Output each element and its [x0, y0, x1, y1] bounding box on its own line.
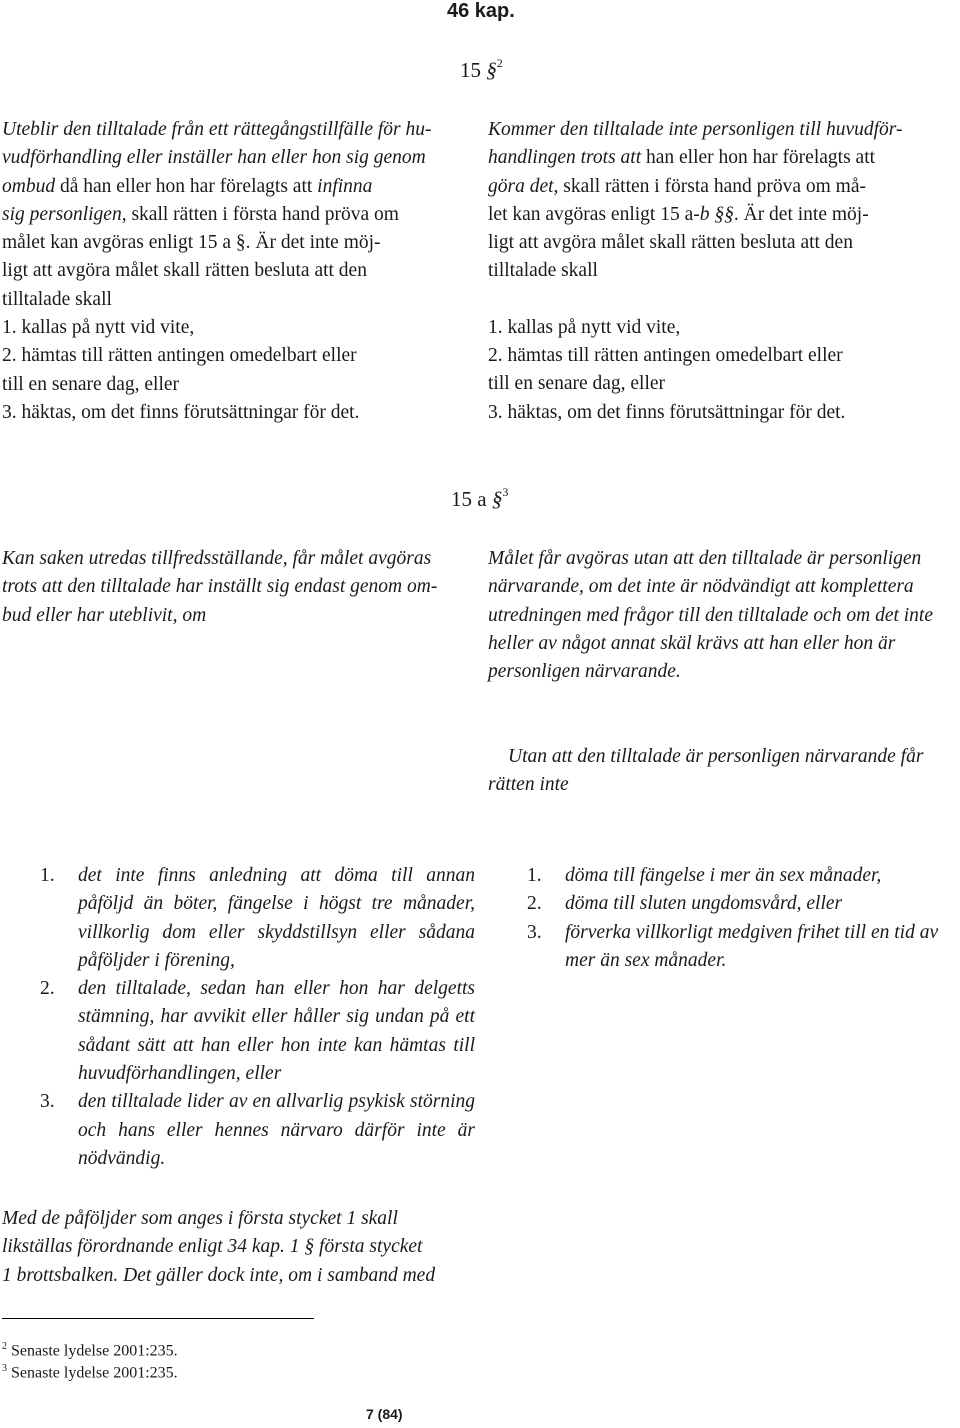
list-number: 3. — [40, 1091, 55, 1113]
section-number: 15 — [460, 58, 481, 82]
list-number: 1. — [40, 865, 55, 886]
text-line: -b §§ — [693, 203, 734, 225]
footnote-text: Senaste lydelse 2001:235. — [11, 1364, 178, 1382]
section-15a-new-list — [527, 862, 960, 975]
list-text: förverka villkorligt medgiven frihet till en tid av mer än sex månader. — [565, 921, 939, 971]
section-sign: § — [491, 487, 503, 511]
text-line: infinna — [317, 175, 373, 197]
text-line: ombud — [2, 175, 56, 197]
list-item: 1. kallas på nytt vid vite, — [2, 317, 195, 339]
list-number: 2. — [40, 978, 55, 1000]
footnote-ref-3: 3 — [502, 485, 509, 499]
text-line: utredningen med frågor till den tilltalade och om det inte — [488, 604, 934, 626]
text-line: Utan att den tilltalade är personligen närvarande får — [508, 746, 924, 767]
section-15a-old-intro — [2, 545, 472, 630]
list-item: 2. hämtas till rätten antingen omedelbart eller — [488, 345, 843, 367]
text-line: han eller hon har förelagts att — [641, 147, 876, 169]
list-item: 1. kallas på nytt vid vite, — [488, 316, 681, 338]
list-item: 3. häktas, om det finns förutsättningar för det. — [488, 401, 846, 423]
footnote-marker: 3 — [2, 1363, 7, 1374]
text-line: Målet får avgöras utan att den tilltalade är personligen — [488, 548, 922, 569]
section-number: 15 a — [451, 487, 487, 511]
text-line: målet kan avgöras enligt 15 a §. Är det inte möj- — [2, 232, 381, 254]
text-line: , skall rätten i första hand pröva om må- — [553, 175, 866, 197]
text-line: rätten inte — [488, 774, 569, 796]
footnote-3 — [2, 1358, 178, 1383]
text-line: Kan saken utredas tillfredsställande, får målet avgöras — [2, 548, 432, 569]
list-item: till en senare dag, eller — [2, 373, 180, 395]
chapter-heading: 46 kap. — [447, 0, 515, 22]
text-line: göra det — [488, 175, 554, 197]
list-item — [40, 975, 475, 1088]
text-line: trots att den tilltalade har inställt sig endast genom om- — [2, 576, 438, 598]
list-item — [527, 862, 960, 890]
section-15a-new-second-paragraph — [488, 743, 958, 800]
text-line: 1 brottsbalken. Det gäller dock inte, om i samband med — [2, 1264, 436, 1286]
list-text: döma till fängelse i mer än sex månader, — [565, 865, 882, 886]
page-number: 7 (84) — [366, 1406, 403, 1422]
text-line: då han eller hon har förelagts att — [55, 175, 318, 197]
list-item — [527, 919, 960, 976]
list-item — [527, 890, 960, 918]
section-15a-old-list — [40, 862, 475, 1173]
text-line: ligt att avgöra målet skall rätten besluta att den — [488, 232, 853, 254]
text-line: ligt att avgöra målet skall rätten besluta att den — [2, 260, 367, 282]
text-line: sig personligen — [2, 203, 122, 225]
list-item: 2. hämtas till rätten antingen omedelbart eller — [2, 345, 357, 367]
list-text: döma till sluten ungdomsvård, eller — [565, 893, 843, 915]
list-text: den tilltalade, sedan han eller hon har delgetts stämning, har avvikit eller håller sig undan på ett sådant sätt att han eller hon inte kan hämtas till huvudförhandlingen, eller — [78, 978, 475, 1085]
text-line: Uteblir den tilltalade från ett rättegångstillfälle för hu- — [2, 119, 432, 140]
list-number: 2. — [527, 893, 542, 915]
list-number: 1. — [527, 865, 542, 886]
list-number: 3. — [527, 921, 542, 943]
text-line: let kan avgöras enligt 15 a — [488, 203, 694, 225]
section-15-heading — [460, 58, 503, 83]
text-line: tilltalade skall — [2, 288, 112, 310]
footnote-text: Senaste lydelse 2001:235. — [11, 1342, 178, 1360]
text-line: , skall rätten i första hand pröva om — [121, 203, 399, 225]
text-line: Kommer den tilltalade inte personligen till huvudför- — [488, 119, 903, 140]
text-line: bud eller har uteblivit, om — [2, 604, 207, 626]
list-item — [40, 862, 475, 975]
text-line: vudförhandling eller inställer han eller hon sig genom — [2, 147, 426, 169]
section-15a-heading — [451, 487, 508, 512]
text-line: likställas förordnande enligt 34 kap. 1 § första stycket — [2, 1236, 423, 1258]
spacer — [488, 286, 958, 314]
footnote-divider — [2, 1318, 314, 1319]
footnote-ref-2: 2 — [496, 56, 503, 70]
section-15-new-text — [488, 116, 958, 427]
text-line: heller av något annat skäl krävs att han eller hon är — [488, 632, 896, 654]
section-15a-closing-paragraph — [2, 1205, 474, 1290]
list-text: det inte finns anledning att döma till annan påföljd än böter, fängelse i högst tre månader, villkorlig dom eller skyddstillsyn eller sådana påföljder i förening, — [78, 865, 475, 971]
section-15a-new-text — [488, 545, 958, 686]
text-line: närvarande, om det inte är nödvändigt att komplettera — [488, 576, 914, 598]
list-item: till en senare dag, eller — [488, 373, 666, 395]
footnote-marker: 2 — [2, 1341, 7, 1352]
text-line: handlingen trots att — [488, 147, 642, 169]
text-line: Med de påföljder som anges i första stycket 1 skall — [2, 1208, 398, 1229]
text-line: personligen närvarande. — [488, 661, 681, 683]
list-text: den tilltalade lider av en allvarlig psykisk störning och hans eller hennes närvaro därför inte är nödvändig. — [78, 1091, 475, 1169]
section-15-old-text — [2, 116, 472, 427]
list-item: 3. häktas, om det finns förutsättningar för det. — [2, 401, 360, 423]
text-line: tilltalade skall — [488, 260, 598, 282]
text-line: . Är det inte möj- — [733, 203, 869, 225]
section-sign: § — [486, 58, 497, 82]
list-item — [40, 1088, 475, 1173]
